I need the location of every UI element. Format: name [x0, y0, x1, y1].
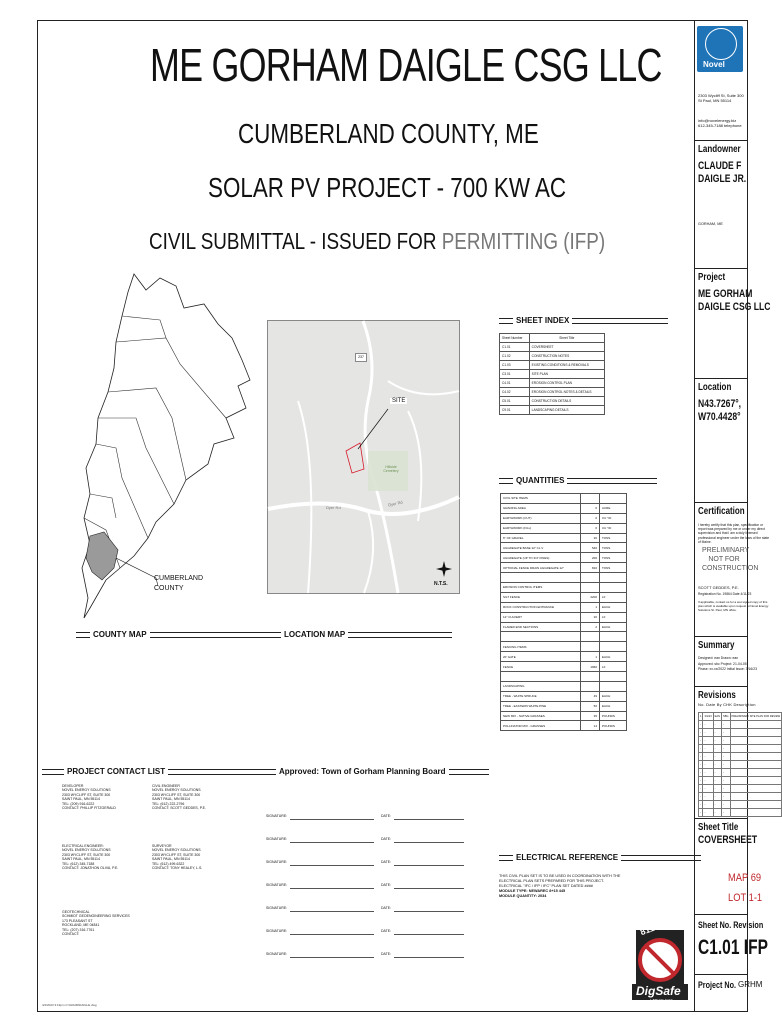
table-row: C9.01 LANDSCAPING DETAILS — [500, 406, 605, 415]
date-label: DATE: — [381, 929, 392, 933]
company-address: 2303 Wycliff St, Suite 300 St Paul, MN 55114 — [698, 93, 744, 103]
tb-divider — [695, 502, 748, 503]
table-row: - - - - — [699, 809, 782, 817]
cemetery-label: Hillside Cemetery — [383, 465, 399, 473]
cumberland-county-highlight — [86, 532, 118, 580]
date-line — [394, 957, 464, 958]
county-title: CUMBERLAND COUNTY, ME — [238, 118, 539, 149]
project-label: Project — [698, 272, 726, 283]
dyer-rd-label-2: Dyer Rd — [387, 499, 404, 508]
geotechnical-contact: GEOTECHNICAL SCHMIDT GEOENGINEERING SERVICES 173 PLEASANT ST ROCKLAND, ME 04841 TEL: (207) 316-7761 CONTACT: — [62, 910, 130, 937]
tb-divider — [695, 914, 748, 915]
table-row: AGGREGATE (UP TO 3/4" FINES) 200 TONS — [501, 553, 627, 563]
table-row — [501, 632, 627, 642]
dig-safe-text: DigSafe — [636, 984, 681, 998]
table-row: C3.01 SITE PLAN — [500, 370, 605, 379]
table-row: FENCE 1960 LF — [501, 662, 627, 672]
civil-engineer-contact: CIVIL ENGINEER NOVEL ENERGY SOLUTIONS 2303 WYCLIFF ST, SUITE 300 SAINT PAUL, MN 55114 TEL: (612) 222-2796 CONTACT: SCOTT GEDDES, P.E. — [152, 784, 206, 811]
table-row: - - - - — [699, 729, 782, 737]
table-row: OPTIONAL FENCE DRAIN AGGREGATE 12" 810 TONS — [501, 563, 627, 573]
contact-list-heading: PROJECT CONTACT LIST — [42, 767, 268, 776]
table-row: 12" CULVERT 20 LF — [501, 612, 627, 622]
approval-heading: Approved: Town of Gorham Planning Board — [262, 767, 489, 776]
table-row: POLLINATOR MIX - GRASSES 14 POUNDS — [501, 721, 627, 731]
novel-logo-icon — [705, 28, 737, 60]
quantities-table — [500, 493, 627, 731]
sheet-index-heading: SHEET INDEX — [499, 316, 668, 325]
signature-label: SIGNATURE: — [266, 952, 288, 956]
signature-line — [290, 819, 374, 820]
novel-logo-text: Novel — [703, 60, 725, 69]
surveyor-contact: SURVEYOR NOVEL ENERGY SOLUTIONS 2303 WYCLIFF ST, SUITE 300 SAINT PAUL, MN 55114 TEL: (612) 499-6322 CONTACT: TONY HEALEY, L.S. — [152, 844, 203, 871]
north-arrow-icon — [436, 561, 452, 577]
table-row: EARTHWORK (FILL) 0 CU YD — [501, 523, 627, 533]
revisions-header: No. Date By CHK Description — [698, 702, 756, 707]
signature-label: SIGNATURE: — [266, 860, 288, 864]
sheet-title: COVERSHEET — [698, 834, 758, 846]
electrical-reference-text: THIS CIVIL PLAN SET IS TO BE USED IN COORDINATION WITH THE ELECTRICAL PLAN SETS PREPARED FOR THIS PROJECT. ELECTRICAL "IFC / IFP / IFC" PLAN SET DATED #### MODULE TYPE: NEWAREC 8+15 445 MODULE QUANTITY: 2034 — [499, 874, 621, 898]
electrical-reference-heading: ELECTRICAL REFERENCE — [499, 853, 701, 862]
dig-safe-logo — [630, 924, 690, 1006]
company-contact: info@novelenergy.biz 612-345-7188 telephone — [698, 118, 742, 128]
table-row — [501, 573, 627, 583]
date-line — [394, 911, 464, 912]
tb-divider — [695, 378, 748, 379]
location-coordinates: N43.7267°, W70.4428° — [698, 398, 742, 423]
signature-label: SIGNATURE: — [266, 814, 288, 818]
sheet-number-label: Sheet No. Revision — [698, 920, 764, 930]
tb-divider — [695, 636, 748, 637]
revisions-label: Revisions — [698, 690, 736, 701]
certification-label: Certification — [698, 506, 745, 517]
table-row: - - - - — [699, 761, 782, 769]
project-name: ME GORHAM DAIGLE CSG LLC — [698, 288, 771, 313]
sheet-title-label: Sheet Title — [698, 822, 739, 833]
date-line — [394, 819, 464, 820]
dyer-rd-label-1: Dyer Rd — [326, 505, 341, 510]
table-row — [501, 672, 627, 682]
title-block-divider — [694, 20, 695, 1012]
table-row: EROSION CONTROL ITEMS — [501, 583, 627, 593]
signature-line — [290, 865, 374, 866]
engineer-name: SCOTT GEDDES, P.E. — [698, 585, 739, 590]
table-row: FLARED END SECTIONS 2 EACH — [501, 622, 627, 632]
table-row: GRADING AREA 0 ACRE — [501, 503, 627, 513]
landowner-town: GORHAM, ME — [698, 222, 723, 226]
date-label: DATE: — [381, 860, 392, 864]
table-row: 6" OF GRAVEL 30 TONS — [501, 533, 627, 543]
table-row: C1.03 EXISTING CONDITIONS & REMOVALS — [500, 361, 605, 370]
sheet-index-header: Sheet Number Sheet Title — [500, 334, 605, 343]
signature-label: SIGNATURE: — [266, 837, 288, 841]
project-number: GRHM — [738, 980, 763, 989]
location-map-heading: LOCATION MAP — [267, 630, 452, 639]
table-row: - - - - — [699, 745, 782, 753]
county-map-heading: COUNTY MAP — [76, 630, 280, 639]
date-line — [394, 842, 464, 843]
table-row: SILT FENCE 2200 LF — [501, 592, 627, 602]
table-row: CIVIL SITE ITEMS — [501, 494, 627, 504]
table-row: C5.01 CONSTRUCTION DETAILS — [500, 397, 605, 406]
date-label: DATE: — [381, 814, 392, 818]
route-237-shield: 237 — [355, 353, 367, 362]
location-label: Location — [698, 382, 732, 393]
date-label: DATE: — [381, 837, 392, 841]
civil-submittal-title — [149, 228, 605, 255]
quantities-heading: QUANTITIES — [499, 476, 657, 485]
table-row: 20' GATE 1 EACH — [501, 652, 627, 662]
table-row: ROCK CONSTRUCTION ENTRANCE 1 EACH — [501, 602, 627, 612]
registration-number: Registration No. 19864 Date 4/11/23 — [698, 592, 752, 596]
table-row: 1 3/1/23 EAN SBG PRELIMINARY SITE PLAN FOR REVIEW — [699, 713, 782, 721]
location-map — [267, 320, 460, 594]
table-row: TREE - WHITE SPRUCE 49 EACH — [501, 691, 627, 701]
footer-file-note: 4/4/2023 3:19pm C:\GRHM\DAIGLE.dwg — [42, 1003, 97, 1007]
summary-details: Designed: ean Drawn: ean Approved: sbc Project: 21-04-05 Phase: xx-xx/2022 Initial Issue: 3/16/23 — [698, 656, 757, 671]
table-row: C1.02 CONSTRUCTION NOTES — [500, 352, 605, 361]
certification-text: I hereby certify that this plan, specification or report was prepared by me or under my direct supervision and that I am a duly licensed professional engineer under the laws of the state of Maine. — [698, 523, 770, 544]
revisions-table — [698, 712, 782, 817]
civil-submittal-permitting: PERMITTING (IFP) — [441, 228, 606, 254]
preliminary-stamp: PRELIMINARY NOT FOR CONSTRUCTION — [702, 547, 759, 572]
signature-line — [290, 911, 374, 912]
table-row: C4.02 EROSION CONTROL NOTES & DETAILS — [500, 388, 605, 397]
signature-line — [290, 842, 374, 843]
signature-line — [290, 934, 374, 935]
signature-label: SIGNATURE: — [266, 883, 288, 887]
table-row: - - - - — [699, 737, 782, 745]
table-row: - - - - — [699, 801, 782, 809]
sheet-index-table — [499, 333, 605, 415]
signature-label: SIGNATURE: — [266, 929, 288, 933]
date-label: DATE: — [381, 952, 392, 956]
project-number-label: Project No. — [698, 980, 737, 990]
table-row: - - - - — [699, 721, 782, 729]
table-row: C1.01 COVERSHEET — [500, 343, 605, 352]
landowner-name: CLAUDE F DAIGLE JR. — [698, 160, 747, 185]
tb-divider — [695, 974, 748, 975]
table-row: - - - - — [699, 785, 782, 793]
site-boundary — [346, 443, 364, 473]
table-row: AGGREGATE BASE 12" CL V 540 TONS — [501, 543, 627, 553]
table-row: EARTHWORK (CUT) 0 CU YD — [501, 513, 627, 523]
table-row: - - - - — [699, 769, 782, 777]
map-reference: MAP 69 — [728, 872, 762, 884]
cumberland-county-label: CUMBERLAND COUNTY — [154, 575, 204, 592]
date-line — [394, 865, 464, 866]
summary-label: Summary — [698, 640, 735, 651]
table-row: - - - - — [699, 777, 782, 785]
lot-reference: LOT 1-1 — [728, 892, 763, 904]
table-row: - - - - — [699, 793, 782, 801]
project-title: ME GORHAM DAIGLE CSG LLC — [150, 39, 662, 91]
table-row: TREE - EASTERN WHITE PINE 50 EACH — [501, 701, 627, 711]
dig-safe-phone: 1-888-DIG-SAFE — [650, 998, 673, 1002]
date-label: DATE: — [381, 883, 392, 887]
signature-label: SIGNATURE: — [266, 906, 288, 910]
solar-project-title: SOLAR PV PROJECT - 700 KW AC — [208, 172, 567, 203]
date-label: DATE: — [381, 906, 392, 910]
nts-label: N.T.S. — [434, 581, 448, 587]
landowner-label: Landowner — [698, 144, 741, 155]
tb-divider — [695, 686, 748, 687]
date-line — [394, 934, 464, 935]
site-label: SITE — [392, 398, 406, 404]
tb-divider — [695, 140, 748, 141]
table-row: C4.01 EROSION CONTROL PLAN — [500, 379, 605, 388]
table-row: FENCING ITEMS — [501, 642, 627, 652]
table-row: NEW MIX - NATIVE GRASSES 35 POUNDS — [501, 711, 627, 721]
table-row: - - - - — [699, 753, 782, 761]
signature-line — [290, 957, 374, 958]
date-line — [394, 888, 464, 889]
sheet-number: C1.01 IFP — [698, 936, 768, 959]
electrical-engineer-contact: ELECTRICAL ENGINEER: NOVEL ENERGY SOLUTIONS 2303 WYCLIFF ST, SUITE 300 SAINT PAUL, MN 55114 TEL: (612) 345-7188 CONTACT: JONATHON OLIVA, P.E. — [62, 844, 119, 871]
certification-note: If applicable, contact us for a wet signed copy of this plan which is available upon request at Novel Energy Solutions St. Paul, MN office. — [698, 600, 769, 612]
signature-line — [290, 888, 374, 889]
novel-logo — [697, 26, 743, 72]
developer-contact: DEVELOPER NOVEL ENERGY SOLUTIONS 2303 WYCLIFF ST, SUITE 300 SAINT PAUL, MN 55114 TEL: (209) 916-6222 CONTACT: PHILLIP FITZGERALD — [62, 784, 116, 811]
tb-divider — [695, 818, 748, 819]
dig-safe-811: 811 — [638, 922, 656, 938]
civil-submittal-prefix: CIVIL SUBMITTAL - ISSUED FOR — [149, 228, 442, 254]
tb-divider — [695, 268, 748, 269]
table-row: LANDSCAPING — [501, 681, 627, 691]
